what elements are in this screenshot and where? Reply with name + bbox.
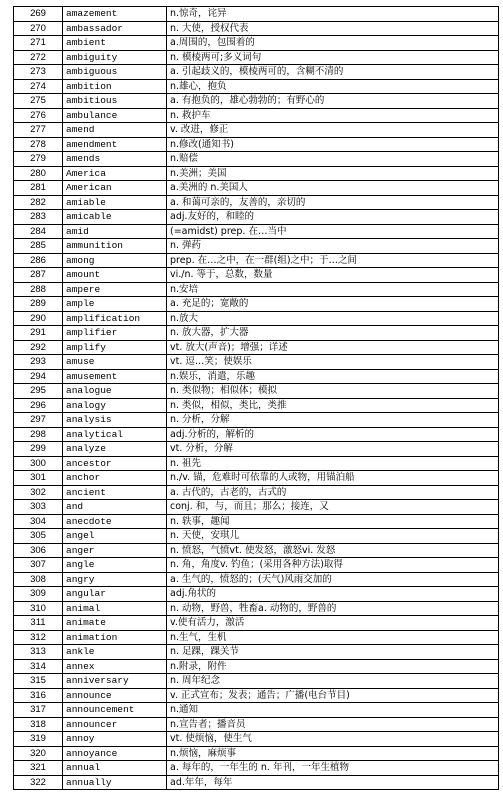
table-row [14, 108, 499, 123]
row-number: 274 [14, 79, 63, 94]
table-row [14, 456, 499, 471]
row-number: 321 [14, 761, 63, 776]
table-row [14, 645, 499, 660]
row-number: 269 [14, 7, 63, 22]
table-row [14, 442, 499, 457]
row-number: 293 [14, 355, 63, 370]
chinese-definition: a. 引起歧义的，模棱两可的，含糊不清的 [167, 65, 499, 80]
table-row [14, 500, 499, 515]
chinese-definition: (=amidst) prep. 在…当中 [167, 224, 499, 239]
english-word: annoyance [63, 746, 167, 761]
row-number: 310 [14, 601, 63, 616]
table-row [14, 659, 499, 674]
row-number: 271 [14, 36, 63, 51]
english-word: ambiguous [63, 65, 167, 80]
row-number: 319 [14, 732, 63, 747]
english-word: ambitious [63, 94, 167, 109]
english-word: among [63, 253, 167, 268]
chinese-definition: n.修改(通知书) [167, 137, 499, 152]
table-row [14, 616, 499, 631]
english-word: amends [63, 152, 167, 167]
chinese-definition: n. 愤怒，气愤vt. 使发怒，激怒vi. 发怒 [167, 543, 499, 558]
chinese-definition: n.宣告者；播音员 [167, 717, 499, 732]
row-number: 315 [14, 674, 63, 689]
english-word: annoy [63, 732, 167, 747]
row-number: 316 [14, 688, 63, 703]
vocabulary-table [13, 6, 499, 790]
table-row [14, 137, 499, 152]
chinese-definition: ad.年年，每年 [167, 775, 499, 790]
table-row [14, 181, 499, 196]
english-word: annually [63, 775, 167, 790]
english-word: amplifier [63, 326, 167, 341]
english-word: analysis [63, 413, 167, 428]
chinese-definition: prep. 在…之中，在一群(组)之中；于…之间 [167, 253, 499, 268]
chinese-definition: n. 动物，野兽，牲畜a. 动物的，野兽的 [167, 601, 499, 616]
english-word: annual [63, 761, 167, 776]
english-word: ambiguity [63, 50, 167, 65]
table-row [14, 529, 499, 544]
table-row [14, 688, 499, 703]
english-word: amplify [63, 340, 167, 355]
table-row [14, 384, 499, 399]
row-number: 289 [14, 297, 63, 312]
row-number: 277 [14, 123, 63, 138]
row-number: 283 [14, 210, 63, 225]
chinese-definition: n. 放大器，扩大器 [167, 326, 499, 341]
chinese-definition: n. 足踝，踝关节 [167, 645, 499, 660]
table-row [14, 630, 499, 645]
chinese-definition: a. 每年的，一年生的 n. 年刊，一年生植物 [167, 761, 499, 776]
table-row [14, 572, 499, 587]
english-word: ancestor [63, 456, 167, 471]
row-number: 320 [14, 746, 63, 761]
table-row [14, 485, 499, 500]
english-word: angle [63, 558, 167, 573]
table-row [14, 123, 499, 138]
chinese-definition: a.美洲的 n.美国人 [167, 181, 499, 196]
english-word: amend [63, 123, 167, 138]
english-word: angel [63, 529, 167, 544]
row-number: 287 [14, 268, 63, 283]
chinese-definition: vt. 逗…笑；使娱乐 [167, 355, 499, 370]
table-row [14, 717, 499, 732]
chinese-definition: vt. 分析，分解 [167, 442, 499, 457]
chinese-definition: conj. 和，与，而且；那么；接连，又 [167, 500, 499, 515]
english-word: announcer [63, 717, 167, 732]
chinese-definition: a.周围的，包围着的 [167, 36, 499, 51]
table-row [14, 65, 499, 80]
chinese-definition: v. 改进，修正 [167, 123, 499, 138]
chinese-definition: n.美洲；美国 [167, 166, 499, 181]
chinese-definition: adj.友好的，和睦的 [167, 210, 499, 225]
table-row [14, 79, 499, 94]
english-word: animal [63, 601, 167, 616]
english-word: amount [63, 268, 167, 283]
table-row [14, 471, 499, 486]
row-number: 296 [14, 398, 63, 413]
chinese-definition: n. 轶事，趣闻 [167, 514, 499, 529]
table-row [14, 427, 499, 442]
chinese-definition: adj.分析的，解析的 [167, 427, 499, 442]
english-word: amicable [63, 210, 167, 225]
table-row [14, 253, 499, 268]
row-number: 294 [14, 369, 63, 384]
english-word: ammunition [63, 239, 167, 254]
chinese-definition: n.惊奇，诧异 [167, 7, 499, 22]
chinese-definition: n./v. 锚，危难时可依靠的人或物，用锚泊船 [167, 471, 499, 486]
table-row [14, 311, 499, 326]
chinese-definition: n.通知 [167, 703, 499, 718]
english-word: and [63, 500, 167, 515]
row-number: 275 [14, 94, 63, 109]
chinese-definition: a. 充足的；宽敞的 [167, 297, 499, 312]
english-word: announce [63, 688, 167, 703]
english-word: annex [63, 659, 167, 674]
vocabulary-table-body [14, 7, 499, 790]
table-row [14, 282, 499, 297]
chinese-definition: n. 模棱两可;多义词句 [167, 50, 499, 65]
table-row [14, 239, 499, 254]
row-number: 292 [14, 340, 63, 355]
english-word: amazement [63, 7, 167, 22]
chinese-definition: n. 类似物；相似体；模拟 [167, 384, 499, 399]
chinese-definition: n.烦恼，麻烦事 [167, 746, 499, 761]
row-number: 297 [14, 413, 63, 428]
row-number: 284 [14, 224, 63, 239]
english-word: ambition [63, 79, 167, 94]
chinese-definition: n. 大使，授权代表 [167, 21, 499, 36]
row-number: 286 [14, 253, 63, 268]
row-number: 282 [14, 195, 63, 210]
table-row [14, 674, 499, 689]
row-number: 298 [14, 427, 63, 442]
row-number: 313 [14, 645, 63, 660]
table-row [14, 514, 499, 529]
table-row [14, 21, 499, 36]
chinese-definition: n.附录，附件 [167, 659, 499, 674]
english-word: amiable [63, 195, 167, 210]
row-number: 273 [14, 65, 63, 80]
english-word: ambient [63, 36, 167, 51]
row-number: 302 [14, 485, 63, 500]
row-number: 308 [14, 572, 63, 587]
table-row [14, 398, 499, 413]
english-word: analytical [63, 427, 167, 442]
row-number: 311 [14, 616, 63, 631]
row-number: 312 [14, 630, 63, 645]
english-word: amid [63, 224, 167, 239]
row-number: 304 [14, 514, 63, 529]
english-word: anecdote [63, 514, 167, 529]
chinese-definition: n. 救护车 [167, 108, 499, 123]
row-number: 303 [14, 500, 63, 515]
chinese-definition: a. 和蔼可亲的，友善的，亲切的 [167, 195, 499, 210]
chinese-definition: n. 角，角度v. 钓鱼；(采用各种方法)取得 [167, 558, 499, 573]
chinese-definition: n. 类似，相似，类比，类推 [167, 398, 499, 413]
table-row [14, 166, 499, 181]
table-row [14, 775, 499, 790]
chinese-definition: v. 正式宣布；发表；通告；广播(电台节目) [167, 688, 499, 703]
table-row [14, 224, 499, 239]
row-number: 295 [14, 384, 63, 399]
english-word: anniversary [63, 674, 167, 689]
english-word: animation [63, 630, 167, 645]
english-word: angular [63, 587, 167, 602]
row-number: 309 [14, 587, 63, 602]
row-number: 290 [14, 311, 63, 326]
chinese-definition: a. 古代的，古老的，古式的 [167, 485, 499, 500]
table-row [14, 558, 499, 573]
table-row [14, 340, 499, 355]
row-number: 276 [14, 108, 63, 123]
row-number: 322 [14, 775, 63, 790]
english-word: ampere [63, 282, 167, 297]
english-word: analogy [63, 398, 167, 413]
english-word: ambassador [63, 21, 167, 36]
chinese-definition: n. 弹药 [167, 239, 499, 254]
table-row [14, 587, 499, 602]
table-row [14, 326, 499, 341]
english-word: amusement [63, 369, 167, 384]
english-word: anger [63, 543, 167, 558]
chinese-definition: vi./n. 等于，总数，数量 [167, 268, 499, 283]
row-number: 270 [14, 21, 63, 36]
chinese-definition: n.放大 [167, 311, 499, 326]
row-number: 281 [14, 181, 63, 196]
row-number: 299 [14, 442, 63, 457]
table-row [14, 732, 499, 747]
row-number: 280 [14, 166, 63, 181]
table-row [14, 94, 499, 109]
table-row [14, 746, 499, 761]
chinese-definition: n.雄心，抱负 [167, 79, 499, 94]
row-number: 301 [14, 471, 63, 486]
chinese-definition: a. 有抱负的，雄心勃勃的；有野心的 [167, 94, 499, 109]
row-number: 300 [14, 456, 63, 471]
chinese-definition: n. 分析，分解 [167, 413, 499, 428]
chinese-definition: n.安培 [167, 282, 499, 297]
table-row [14, 355, 499, 370]
english-word: announcement [63, 703, 167, 718]
table-row [14, 297, 499, 312]
english-word: ancient [63, 485, 167, 500]
english-word: America [63, 166, 167, 181]
english-word: amplification [63, 311, 167, 326]
english-word: animate [63, 616, 167, 631]
row-number: 314 [14, 659, 63, 674]
chinese-definition: a. 生气的，愤怒的；(天气)风雨交加的 [167, 572, 499, 587]
chinese-definition: n.赔偿 [167, 152, 499, 167]
row-number: 291 [14, 326, 63, 341]
english-word: analogue [63, 384, 167, 399]
chinese-definition: vt. 放大(声音)；增强；详述 [167, 340, 499, 355]
table-row [14, 195, 499, 210]
table-row [14, 761, 499, 776]
english-word: ankle [63, 645, 167, 660]
chinese-definition: n.娱乐，消遣，乐趣 [167, 369, 499, 384]
chinese-definition: adj.角状的 [167, 587, 499, 602]
chinese-definition: v.使有活力，激活 [167, 616, 499, 631]
chinese-definition: n. 天使，安琪儿 [167, 529, 499, 544]
chinese-definition: n. 祖先 [167, 456, 499, 471]
english-word: ambulance [63, 108, 167, 123]
table-row [14, 543, 499, 558]
row-number: 305 [14, 529, 63, 544]
table-row [14, 50, 499, 65]
table-row [14, 703, 499, 718]
row-number: 317 [14, 703, 63, 718]
english-word: amuse [63, 355, 167, 370]
english-word: anchor [63, 471, 167, 486]
table-row [14, 369, 499, 384]
row-number: 318 [14, 717, 63, 732]
row-number: 306 [14, 543, 63, 558]
chinese-definition: vt. 使烦恼，使生气 [167, 732, 499, 747]
table-row [14, 413, 499, 428]
row-number: 307 [14, 558, 63, 573]
table-row [14, 152, 499, 167]
table-row [14, 7, 499, 22]
english-word: analyze [63, 442, 167, 457]
table-row [14, 36, 499, 51]
chinese-definition: n.生气，生机 [167, 630, 499, 645]
row-number: 288 [14, 282, 63, 297]
chinese-definition: n. 周年纪念 [167, 674, 499, 689]
row-number: 285 [14, 239, 63, 254]
english-word: ample [63, 297, 167, 312]
table-row [14, 268, 499, 283]
row-number: 278 [14, 137, 63, 152]
table-row [14, 210, 499, 225]
english-word: amendment [63, 137, 167, 152]
row-number: 272 [14, 50, 63, 65]
row-number: 279 [14, 152, 63, 167]
english-word: American [63, 181, 167, 196]
table-row [14, 601, 499, 616]
english-word: angry [63, 572, 167, 587]
